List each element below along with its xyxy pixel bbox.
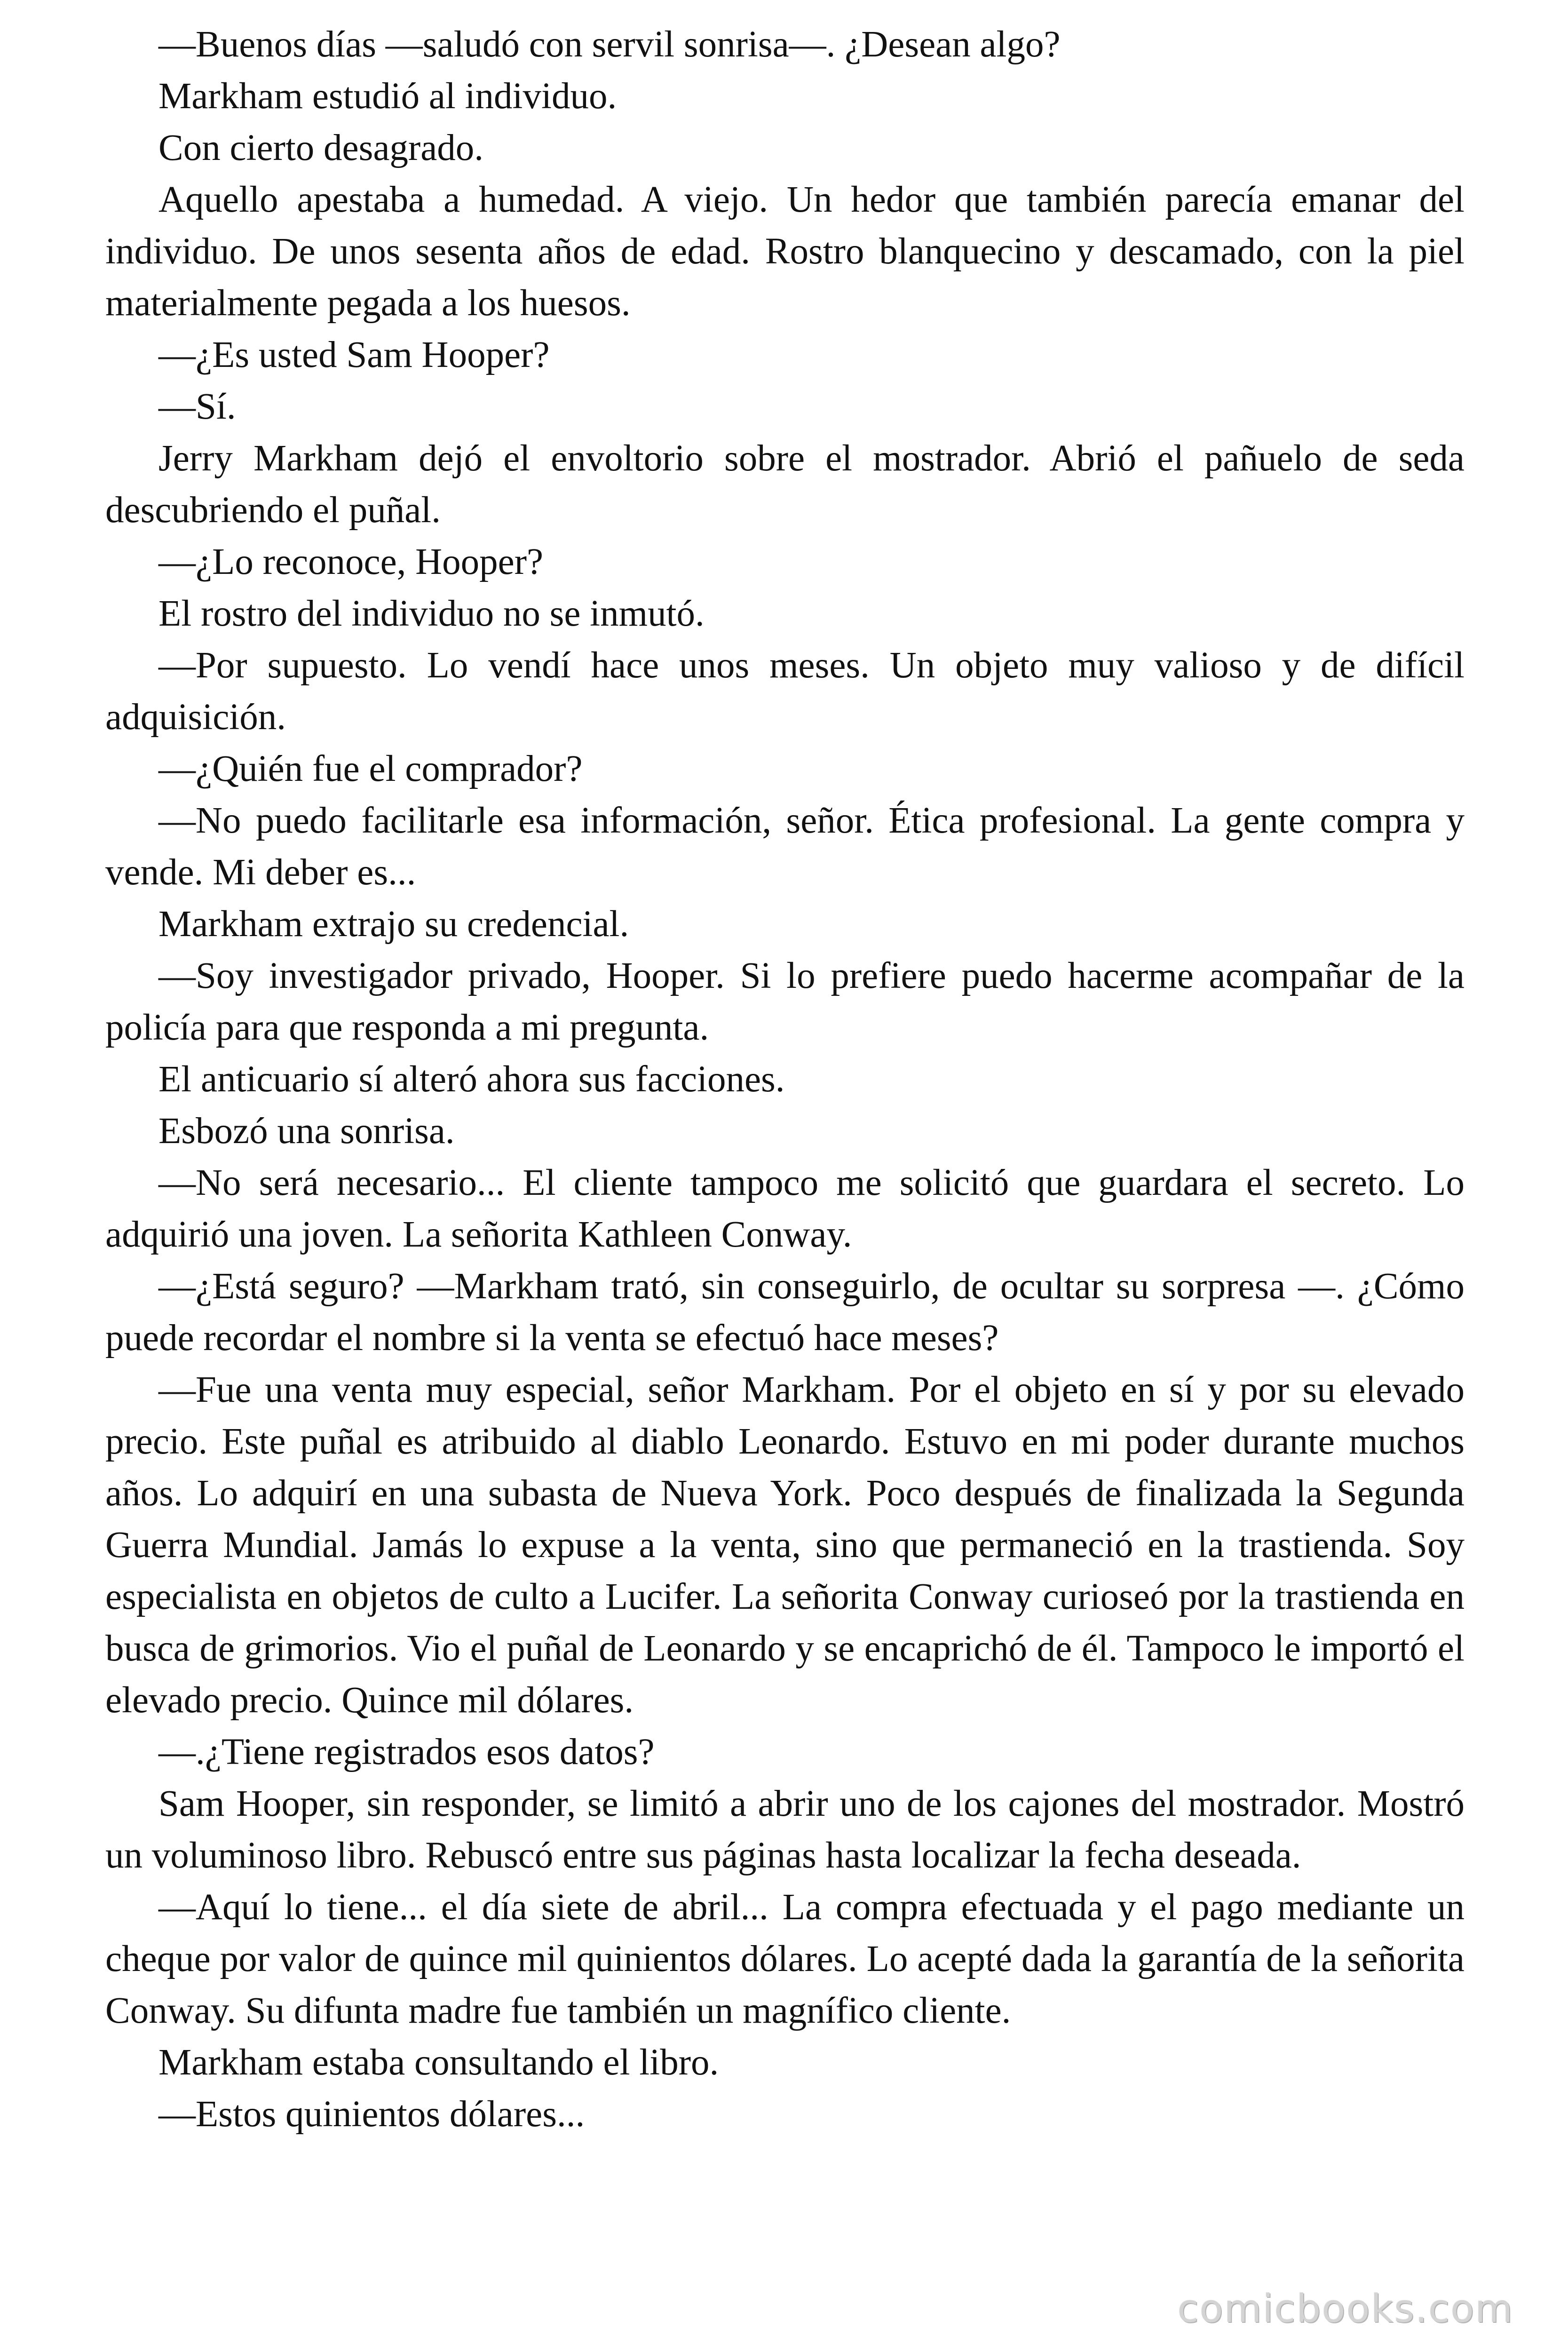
paragraph: El anticuario sí alteró ahora sus facciones. [158, 1059, 785, 1100]
paragraph: Jerry Markham dejó el envoltorio sobre el mostrador. Abrió el pañuelo de seda descubriendo el puñal. [105, 438, 1465, 531]
paragraph: —Soy investigador privado, Hooper. Si lo prefiere puedo hacerme acompañar de la policía para que responda a mi pregunta. [105, 955, 1465, 1048]
paragraph: Aquello apestaba a humedad. A viejo. Un hedor que también parecía emanar del individuo. De unos sesenta años de edad. Rostro blanquecino y descamado, con la piel materialmente pegada a los huesos. [105, 179, 1465, 324]
paragraph: —¿Está seguro? —Markham trató, sin conseguirlo, de ocultar su sorpresa —. ¿Cómo puede recordar el nombre si la venta se efectuó hace meses? [105, 1266, 1465, 1359]
paragraph: —Sí. [158, 386, 236, 427]
paragraph: Markham estaba consultando el libro. [158, 2042, 719, 2083]
paragraph: Sam Hooper, sin responder, se limitó a abrir uno de los cajones del mostrador. Mostró un voluminoso libro. Rebuscó entre sus páginas hasta localizar la fecha deseada. [105, 1783, 1465, 1876]
paragraph: Con cierto desagrado. [158, 127, 484, 168]
page-body [105, 19, 1465, 2140]
paragraph: Markham estudió al individuo. [158, 76, 617, 117]
paragraph: —¿Lo reconoce, Hooper? [158, 541, 544, 582]
paragraph: Markham extrajo su credencial. [158, 904, 629, 945]
paragraph: —Fue una venta muy especial, señor Markham. Por el objeto en sí y por su elevado precio. Este puñal es atribuido al diablo Leonardo. Estuvo en mi poder durante muchos años. Lo adquirí en una subasta de Nueva York. Poco después de finalizada la Segunda Guerra Mundial. Jamás lo expuse a la venta, sino que permaneció en la trastienda. Soy especialista en objetos de culto a Lucifer. La señorita Conway curioseó por la trastienda en busca de grimorios. Vio el puñal de Leonardo y se encaprichó de él. Tampoco le importó el elevado precio. Quince mil dólares. [105, 1369, 1465, 1721]
paragraph: —¿Es usted Sam Hooper? [158, 334, 550, 375]
paragraph: —.¿Tiene registrados esos datos? [158, 1732, 655, 1772]
paragraph: —No será necesario... El cliente tampoco me solicitó que guardara el secreto. Lo adquirió una joven. La señorita Kathleen Conway. [105, 1162, 1465, 1255]
paragraph: —Buenos días —saludó con servil sonrisa—. ¿Desean algo? [158, 24, 1061, 65]
watermark: comicbooks.com [1177, 2287, 1513, 2331]
paragraph: —No puedo facilitarle esa información, señor. Ética profesional. La gente compra y vende. Mi deber es... [105, 800, 1465, 893]
paragraph: El rostro del individuo no se inmutó. [158, 593, 705, 634]
paragraph: —¿Quién fue el comprador? [158, 748, 583, 789]
paragraph: —Por supuesto. Lo vendí hace unos meses. Un objeto muy valioso y de difícil adquisición. [105, 645, 1465, 738]
paragraph: —Aquí lo tiene... el día siete de abril... La compra efectuada y el pago mediante un cheque por valor de quince mil quinientos dólares. Lo acepté dada la garantía de la señorita Conway. Su difunta madre fue también un magnífico cliente. [105, 1887, 1465, 2031]
paragraph: —Estos quinientos dólares... [158, 2094, 585, 2135]
paragraph: Esbozó una sonrisa. [158, 1111, 455, 1152]
